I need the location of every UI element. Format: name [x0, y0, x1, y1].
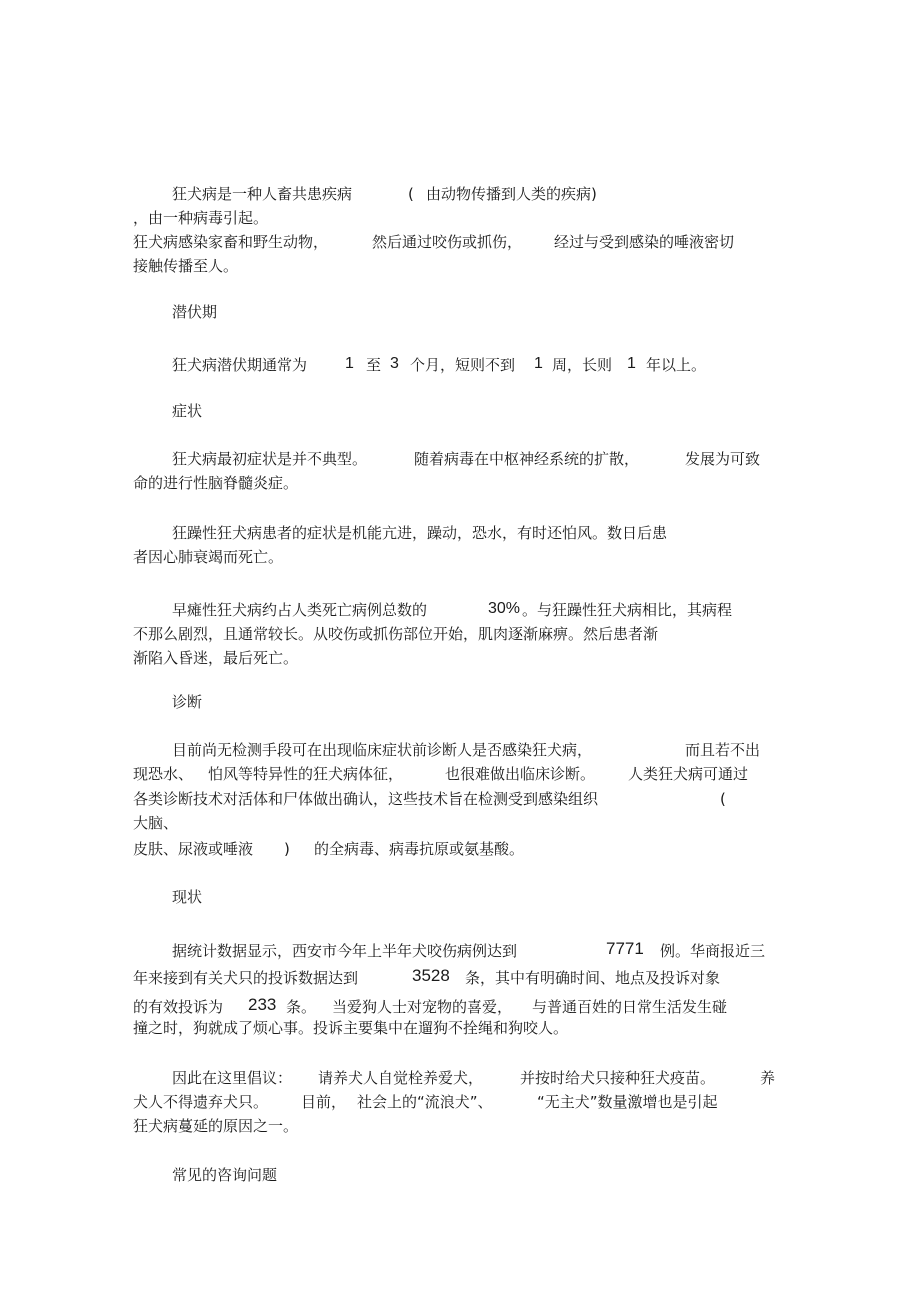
diagnosis-text-i: 大脑、 — [133, 814, 179, 832]
status-text-i: 撞之时，狗就成了烦心事。投诉主要集中在遛狗不拴绳和狗咬人。 — [133, 1019, 569, 1037]
incubation-num-4: 1 — [627, 355, 636, 372]
intro-line-1b: ( — [408, 185, 414, 203]
intro-line-3b: 然后通过咬伤或抓伤， — [372, 233, 523, 251]
diagnosis-text-e: 也很难做出临床诊断。 — [445, 765, 596, 783]
status-num-3: 233 — [248, 995, 277, 1014]
symptoms-p1-d: 命的进行性脑脊髓炎症。 — [133, 474, 299, 492]
symptoms-p3-a: 早瘫性狂犬病约占人类死亡病例总数的 — [172, 601, 428, 619]
diagnosis-text-l: 的全病毒、病毒抗原或氨基酸。 — [314, 840, 525, 858]
incubation-num-2: 3 — [390, 355, 399, 372]
incubation-text-b: 至 — [366, 356, 382, 374]
incubation-num-1: 1 — [345, 355, 354, 372]
status-num-2: 3528 — [412, 966, 450, 985]
diagnosis-text-g: 各类诊断技术对活体和尸体做出确认，这些技术旨在检测受到感染组织 — [133, 790, 599, 808]
proposal-text-d: 养 — [760, 1069, 776, 1087]
status-text-b: 例。华商报近三 — [660, 942, 766, 960]
status-text-g: 当爱狗人士对宠物的喜爱， — [332, 998, 513, 1016]
status-num-1: 7771 — [606, 939, 644, 958]
incubation-text-e: 年以上。 — [646, 356, 707, 374]
proposal-text-h: “无主犬”数量激增也是引起 — [537, 1093, 718, 1111]
status-text-c: 年来接到有关犬只的投诉数据达到 — [133, 969, 359, 987]
diagnosis-text-j: 皮肤、尿液或唾液 — [133, 840, 254, 858]
intro-line-3a: 狂犬病感染家畜和野生动物， — [133, 233, 329, 251]
intro-line-1a: 狂犬病是一种人畜共患疾病 — [172, 185, 353, 203]
symptoms-heading: 症状 — [172, 402, 203, 420]
intro-line-4: 接触传播至人。 — [133, 257, 239, 275]
proposal-text-b: 请养犬人自觉栓养爱犬， — [318, 1069, 484, 1087]
status-text-f: 条。 — [286, 998, 317, 1016]
incubation-num-3: 1 — [534, 355, 543, 372]
status-text-a: 据统计数据显示，西安市今年上半年犬咬伤病例达到 — [172, 942, 518, 960]
symptoms-p2-a: 狂躁性狂犬病患者的症状是机能亢进，躁动，恐水，有时还怕风。数日后患 — [172, 524, 668, 542]
proposal-text-a: 因此在这里倡议： — [172, 1069, 293, 1087]
symptoms-p1-b: 随着病毒在中枢神经系统的扩散， — [414, 450, 640, 468]
diagnosis-text-h: ( — [720, 790, 726, 808]
status-heading: 现状 — [172, 888, 203, 906]
symptoms-p1-a: 狂犬病最初症状是并不典型。 — [172, 450, 368, 468]
proposal-text-c: 并按时给犬只接种狂犬疫苗。 — [520, 1069, 716, 1087]
status-text-h: 与普通百姓的日常生活发生碰 — [532, 998, 728, 1016]
faq-heading: 常见的咨询问题 — [172, 1166, 278, 1184]
diagnosis-text-b: 而且若不出 — [685, 741, 761, 759]
symptoms-p1-c: 发展为可致 — [685, 450, 761, 468]
symptoms-p3-c: 不那么剧烈，且通常较长。从咬伤或抓伤部位开始，肌肉逐渐麻痹。然后患者渐 — [133, 625, 659, 643]
diagnosis-text-a: 目前尚无检测手段可在出现临床症状前诊断人是否感染狂犬病， — [172, 741, 593, 759]
diagnosis-text-f: 人类狂犬病可通过 — [628, 765, 749, 783]
incubation-text-c: 个月，短则不到 — [410, 356, 516, 374]
symptoms-p3-b: 。与狂躁性狂犬病相比，其病程 — [522, 601, 733, 619]
symptoms-p3-percent: 30% — [488, 600, 521, 617]
symptoms-p2-b: 者因心肺衰竭而死亡。 — [133, 548, 284, 566]
proposal-text-g: 社会上的“流浪犬”、 — [357, 1093, 493, 1111]
incubation-heading: 潜伏期 — [172, 303, 218, 321]
diagnosis-text-k: ) — [284, 840, 290, 858]
diagnosis-text-d: 怕风等特异性的狂犬病体征， — [208, 765, 404, 783]
proposal-text-f: 目前， — [301, 1093, 347, 1111]
incubation-text-d: 周，长则 — [552, 356, 613, 374]
intro-line-1c: 由动物传播到人类的疾病) — [426, 185, 597, 203]
proposal-text-e: 犬人不得遗弃犬只。 — [133, 1093, 269, 1111]
proposal-text-i: 狂犬病蔓延的原因之一。 — [133, 1117, 299, 1135]
intro-line-2: ，由一种病毒引起。 — [133, 209, 269, 227]
symptoms-p3-d: 渐陷入昏迷，最后死亡。 — [133, 649, 299, 667]
diagnosis-text-c: 现恐水、 — [133, 765, 194, 783]
diagnosis-heading: 诊断 — [172, 693, 203, 711]
status-text-d: 条，其中有明确时间、地点及投诉对象 — [465, 969, 721, 987]
status-text-e: 的有效投诉为 — [133, 998, 224, 1016]
incubation-text-a: 狂犬病潜伏期通常为 — [172, 356, 308, 374]
intro-line-3c: 经过与受到感染的唾液密切 — [554, 233, 735, 251]
